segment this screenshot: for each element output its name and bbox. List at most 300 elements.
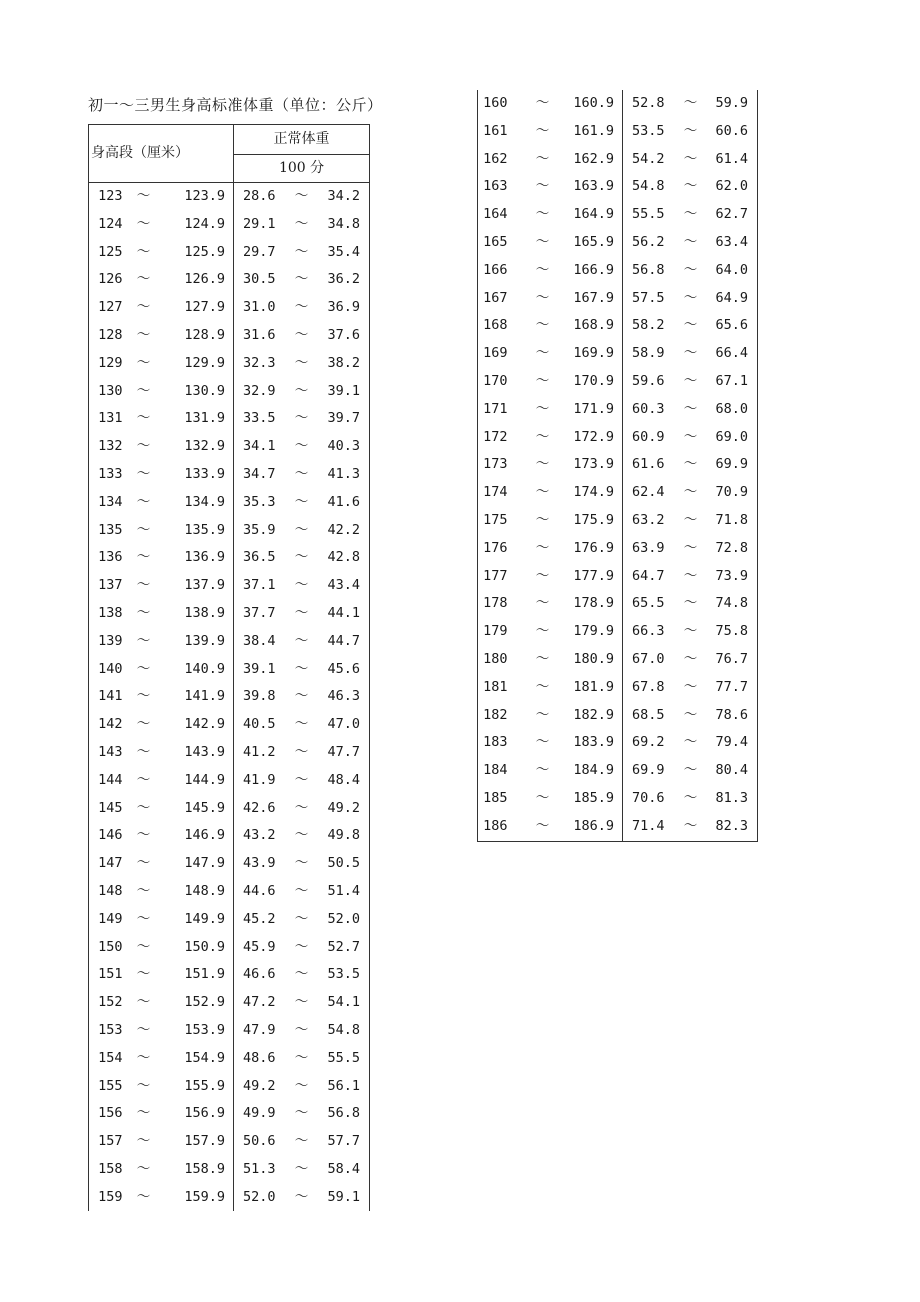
weight-range-separator: ～	[683, 595, 698, 612]
height-min: 176	[478, 535, 518, 563]
height-max: 123.9	[159, 183, 234, 211]
weight-range-separator: ～	[294, 1021, 309, 1038]
height-max: 143.9	[159, 739, 234, 767]
height-min: 145	[89, 795, 129, 823]
height-range-separator: ～	[535, 706, 550, 723]
weight-max: 52.7	[323, 934, 370, 962]
height-max: 140.9	[159, 656, 234, 684]
table-row	[478, 396, 758, 424]
table-row	[89, 433, 370, 461]
weight-max: 59.1	[323, 1184, 370, 1212]
height-max: 127.9	[159, 294, 234, 322]
height-range-separator: ～	[136, 743, 151, 760]
height-max: 159.9	[159, 1184, 234, 1212]
weight-max: 79.4	[712, 729, 758, 757]
height-min: 178	[478, 590, 518, 618]
weight-range-separator: ～	[294, 827, 309, 844]
weight-max: 36.9	[323, 294, 370, 322]
weight-min: 49.9	[243, 1105, 276, 1122]
weight-min: 53.5	[632, 122, 665, 139]
height-min: 126	[89, 266, 129, 294]
height-range-separator: ～	[136, 827, 151, 844]
height-max: 176.9	[568, 535, 623, 563]
weight-min: 47.9	[243, 1021, 276, 1038]
height-min: 131	[89, 405, 129, 433]
weight-min: 37.7	[243, 604, 276, 621]
table-row	[478, 702, 758, 730]
weight-range-separator: ～	[683, 428, 698, 445]
weight-range-separator: ～	[683, 317, 698, 334]
weight-max: 57.7	[323, 1128, 370, 1156]
weight-max: 49.8	[323, 822, 370, 850]
height-min: 142	[89, 711, 129, 739]
height-range-separator: ～	[136, 1133, 151, 1150]
height-range-separator: ～	[535, 650, 550, 667]
weight-range-separator: ～	[683, 456, 698, 473]
weight-max: 41.3	[323, 461, 370, 489]
weight-range-separator: ～	[294, 299, 309, 316]
height-range-separator: ～	[535, 178, 550, 195]
height-range-separator: ～	[535, 456, 550, 473]
height-min: 157	[89, 1128, 129, 1156]
height-max: 162.9	[568, 146, 623, 174]
weight-min: 32.3	[243, 354, 276, 371]
weight-range-separator: ～	[294, 882, 309, 899]
table-row	[478, 674, 758, 702]
weight-min: 49.2	[243, 1077, 276, 1094]
table-body	[478, 90, 758, 841]
weight-min: 54.2	[632, 150, 665, 167]
height-min: 185	[478, 785, 518, 813]
table-row	[89, 211, 370, 239]
weight-max: 82.3	[712, 813, 758, 841]
weight-min: 67.8	[632, 678, 665, 695]
weight-range-separator: ～	[294, 326, 309, 343]
height-range-separator: ～	[535, 678, 550, 695]
weight-range-separator: ～	[294, 688, 309, 705]
weight-max: 44.1	[323, 600, 370, 628]
table-row	[89, 1017, 370, 1045]
weight-max: 45.6	[323, 656, 370, 684]
weight-max: 34.8	[323, 211, 370, 239]
height-min: 136	[89, 544, 129, 572]
weight-range-separator: ～	[294, 243, 309, 260]
weight-min: 31.0	[243, 299, 276, 316]
height-max: 175.9	[568, 507, 623, 535]
weight-range-separator: ～	[294, 438, 309, 455]
height-range-separator: ～	[535, 150, 550, 167]
height-range-separator: ～	[136, 299, 151, 316]
table-row	[478, 451, 758, 479]
score-header: 100 分	[234, 155, 370, 183]
height-range-separator: ～	[136, 882, 151, 899]
height-range-separator: ～	[136, 1049, 151, 1066]
height-range-separator: ～	[136, 465, 151, 482]
weight-max: 53.5	[323, 961, 370, 989]
height-min: 125	[89, 239, 129, 267]
weight-range-separator: ～	[683, 484, 698, 501]
weight-range-separator: ～	[683, 650, 698, 667]
height-range-separator: ～	[136, 577, 151, 594]
height-range-separator: ～	[535, 484, 550, 501]
height-min: 123	[89, 183, 129, 211]
height-min: 164	[478, 201, 518, 229]
weight-max: 63.4	[712, 229, 758, 257]
height-min: 144	[89, 767, 129, 795]
table-row	[89, 989, 370, 1017]
height-max: 163.9	[568, 173, 623, 201]
height-max: 147.9	[159, 850, 234, 878]
weight-min: 47.2	[243, 994, 276, 1011]
height-min: 139	[89, 628, 129, 656]
table-row	[89, 934, 370, 962]
weight-range-separator: ～	[294, 1133, 309, 1150]
height-min: 181	[478, 674, 518, 702]
table-row	[89, 711, 370, 739]
table-row	[478, 285, 758, 313]
height-max: 128.9	[159, 322, 234, 350]
weight-range-separator: ～	[294, 271, 309, 288]
weight-min: 48.6	[243, 1049, 276, 1066]
weight-max: 61.4	[712, 146, 758, 174]
height-min: 133	[89, 461, 129, 489]
height-range-separator: ～	[535, 400, 550, 417]
weight-max: 77.7	[712, 674, 758, 702]
height-max: 179.9	[568, 618, 623, 646]
weight-range-separator: ～	[683, 567, 698, 584]
weight-range-separator: ～	[683, 233, 698, 250]
weight-max: 46.3	[323, 683, 370, 711]
weight-max: 65.6	[712, 312, 758, 340]
height-max: 172.9	[568, 424, 623, 452]
height-min: 172	[478, 424, 518, 452]
weight-range-separator: ～	[294, 743, 309, 760]
height-max: 152.9	[159, 989, 234, 1017]
weight-max: 72.8	[712, 535, 758, 563]
height-range-separator: ～	[535, 762, 550, 779]
height-min: 165	[478, 229, 518, 257]
weight-min: 35.9	[243, 521, 276, 538]
weight-max: 37.6	[323, 322, 370, 350]
weight-min: 62.4	[632, 484, 665, 501]
weight-min: 32.9	[243, 382, 276, 399]
table-row	[89, 822, 370, 850]
weight-max: 73.9	[712, 563, 758, 591]
table-row	[478, 340, 758, 368]
weight-min: 52.8	[632, 95, 665, 111]
height-max: 132.9	[159, 433, 234, 461]
height-max: 150.9	[159, 934, 234, 962]
weight-range-separator: ～	[683, 289, 698, 306]
weight-max: 66.4	[712, 340, 758, 368]
height-min: 169	[478, 340, 518, 368]
height-max: 165.9	[568, 229, 623, 257]
table-row	[478, 257, 758, 285]
height-min: 186	[478, 813, 518, 841]
weight-min: 59.6	[632, 372, 665, 389]
height-max: 168.9	[568, 312, 623, 340]
weight-max: 43.4	[323, 572, 370, 600]
weight-range-separator: ～	[294, 188, 309, 204]
weight-min: 35.3	[243, 493, 276, 510]
height-range-separator: ～	[136, 716, 151, 733]
weight-min: 41.9	[243, 771, 276, 788]
weight-range-separator: ～	[683, 178, 698, 195]
height-range-separator: ～	[136, 688, 151, 705]
weight-range-separator: ～	[683, 122, 698, 139]
height-range-separator: ～	[136, 994, 151, 1011]
height-min: 154	[89, 1045, 129, 1073]
page-title: 初一～三男生身高标准体重（单位：公斤）	[88, 96, 383, 114]
height-range-separator: ～	[136, 215, 151, 232]
height-min: 150	[89, 934, 129, 962]
table-row	[478, 146, 758, 174]
weight-min: 69.2	[632, 734, 665, 751]
weight-min: 39.8	[243, 688, 276, 705]
table-row	[89, 1100, 370, 1128]
height-range-separator: ～	[136, 632, 151, 649]
height-max: 144.9	[159, 767, 234, 795]
weight-range-separator: ～	[294, 493, 309, 510]
weight-range-separator: ～	[670, 813, 712, 841]
table-row	[89, 1128, 370, 1156]
weight-min: 31.6	[243, 326, 276, 343]
height-min: 151	[89, 961, 129, 989]
weight-range-separator: ～	[683, 623, 698, 640]
weight-min: 66.3	[632, 623, 665, 640]
table-row	[89, 878, 370, 906]
height-max: 164.9	[568, 201, 623, 229]
height-range-separator: ～	[136, 771, 151, 788]
weight-range-separator: ～	[294, 855, 309, 872]
table-row	[89, 656, 370, 684]
table-row	[89, 795, 370, 823]
weight-max: 62.7	[712, 201, 758, 229]
weight-min: 33.5	[243, 410, 276, 427]
height-min: 163	[478, 173, 518, 201]
table-row	[89, 378, 370, 406]
weight-min: 65.5	[632, 595, 665, 612]
weight-range-separator: ～	[294, 521, 309, 538]
weight-max: 47.0	[323, 711, 370, 739]
height-min: 146	[89, 822, 129, 850]
table-row	[89, 517, 370, 545]
table-row	[478, 201, 758, 229]
weight-min: 56.8	[632, 261, 665, 278]
table-row	[89, 628, 370, 656]
weight-min: 46.6	[243, 966, 276, 983]
height-min: 149	[89, 906, 129, 934]
weight-max: 54.1	[323, 989, 370, 1017]
weight-max: 49.2	[323, 795, 370, 823]
height-min: 127	[89, 294, 129, 322]
weight-min: 63.9	[632, 539, 665, 556]
height-range-separator: ～	[136, 855, 151, 872]
weight-max: 40.3	[323, 433, 370, 461]
height-max: 137.9	[159, 572, 234, 600]
header-row	[89, 125, 370, 155]
table-row	[478, 90, 758, 118]
height-min: 141	[89, 683, 129, 711]
height-max: 169.9	[568, 340, 623, 368]
height-min: 135	[89, 517, 129, 545]
height-max: 139.9	[159, 628, 234, 656]
height-max: 183.9	[568, 729, 623, 757]
weight-max: 56.1	[323, 1073, 370, 1101]
weight-max: 58.4	[323, 1156, 370, 1184]
height-max: 156.9	[159, 1100, 234, 1128]
height-range-separator: ～	[136, 410, 151, 427]
weight-min: 38.4	[243, 632, 276, 649]
height-min: 166	[478, 257, 518, 285]
weight-max: 36.2	[323, 266, 370, 294]
weight-range-separator: ～	[683, 539, 698, 556]
table-row	[89, 683, 370, 711]
table-row	[89, 767, 370, 795]
weight-max: 34.2	[323, 183, 370, 211]
height-range-separator: ～	[136, 604, 151, 621]
height-range-separator: ～	[136, 1188, 151, 1205]
weight-range-separator: ～	[294, 354, 309, 371]
weight-range-separator: ～	[683, 206, 698, 223]
height-max: 180.9	[568, 646, 623, 674]
height-range-separator: ～	[535, 428, 550, 445]
weight-max: 51.4	[323, 878, 370, 906]
height-min: 138	[89, 600, 129, 628]
height-min: 155	[89, 1073, 129, 1101]
weight-range-separator: ～	[294, 716, 309, 733]
height-max: 146.9	[159, 822, 234, 850]
weight-min: 60.3	[632, 400, 665, 417]
table-row	[89, 1045, 370, 1073]
weight-range-separator: ～	[683, 789, 698, 806]
height-range-separator: ～	[136, 521, 151, 538]
height-range-separator: ～	[535, 539, 550, 556]
table-body	[89, 183, 370, 1212]
weight-min: 30.5	[243, 271, 276, 288]
height-max: 166.9	[568, 257, 623, 285]
weight-range-separator: ～	[294, 1049, 309, 1066]
table-row	[478, 757, 758, 785]
height-range-separator: ～	[535, 233, 550, 250]
height-min: 124	[89, 211, 129, 239]
weight-range-separator: ～	[683, 400, 698, 417]
height-min: 158	[89, 1156, 129, 1184]
weight-max: 76.7	[712, 646, 758, 674]
weight-max: 39.7	[323, 405, 370, 433]
height-range-separator: ～	[136, 382, 151, 399]
weight-max: 56.8	[323, 1100, 370, 1128]
weight-max: 55.5	[323, 1045, 370, 1073]
weight-range-separator: ～	[294, 1077, 309, 1094]
height-range-separator: ～	[136, 660, 151, 677]
table-row	[89, 1073, 370, 1101]
weight-range-separator: ～	[294, 966, 309, 983]
height-min: 160	[478, 90, 518, 118]
weight-max: 60.6	[712, 118, 758, 146]
weight-range-separator: ～	[294, 1105, 309, 1122]
height-max: 182.9	[568, 702, 623, 730]
height-max: 141.9	[159, 683, 234, 711]
height-min: 159	[89, 1184, 129, 1212]
weight-min: 42.6	[243, 799, 276, 816]
weight-min: 45.2	[243, 910, 276, 927]
weight-min: 50.6	[243, 1133, 276, 1150]
weight-range-separator: ～	[294, 577, 309, 594]
table-row	[89, 461, 370, 489]
weight-max: 71.8	[712, 507, 758, 535]
weight-range-separator: ～	[294, 1188, 309, 1205]
weight-range-separator: ～	[294, 215, 309, 232]
weight-min: 58.2	[632, 317, 665, 334]
height-range-separator: ～	[535, 206, 550, 223]
height-range-separator: ～	[535, 595, 550, 612]
weight-max: 38.2	[323, 350, 370, 378]
table-row	[478, 618, 758, 646]
height-max: 129.9	[159, 350, 234, 378]
height-min: 173	[478, 451, 518, 479]
height-min: 167	[478, 285, 518, 313]
height-range-separator: ～	[136, 549, 151, 566]
table-row	[478, 118, 758, 146]
weight-range-separator: ～	[294, 994, 309, 1011]
weight-min: 52.0	[243, 1188, 276, 1205]
weight-min: 68.5	[632, 706, 665, 723]
weight-range-separator: ～	[683, 261, 698, 278]
table-row	[89, 322, 370, 350]
weight-max: 39.1	[323, 378, 370, 406]
height-range-separator: ～	[535, 511, 550, 528]
weight-max: 47.7	[323, 739, 370, 767]
height-range-separator: ～	[136, 799, 151, 816]
height-max: 142.9	[159, 711, 234, 739]
table-row	[478, 479, 758, 507]
weight-min: 34.1	[243, 438, 276, 455]
weight-min: 44.6	[243, 882, 276, 899]
height-range-separator: ～	[136, 493, 151, 510]
height-range-separator: ～	[136, 243, 151, 260]
weight-range-separator: ～	[294, 549, 309, 566]
weight-table-left	[88, 124, 370, 1211]
table-row	[478, 590, 758, 618]
weight-max: 62.0	[712, 173, 758, 201]
height-range-separator: ～	[136, 188, 151, 204]
height-max: 170.9	[568, 368, 623, 396]
height-min: 161	[478, 118, 518, 146]
table-row	[89, 405, 370, 433]
weight-min: 70.6	[632, 789, 665, 806]
weight-range-separator: ～	[294, 771, 309, 788]
weight-table-right	[477, 90, 758, 842]
weight-range-separator: ～	[683, 95, 698, 111]
height-range-separator: ～	[535, 567, 550, 584]
height-range-separator: ～	[136, 354, 151, 371]
table-row	[89, 183, 370, 211]
height-max: 133.9	[159, 461, 234, 489]
weight-min: 29.7	[243, 243, 276, 260]
height-min: 184	[478, 757, 518, 785]
height-max: 124.9	[159, 211, 234, 239]
height-min: 152	[89, 989, 129, 1017]
height-range-separator: ～	[518, 813, 568, 841]
height-max: 178.9	[568, 590, 623, 618]
height-min: 168	[478, 312, 518, 340]
table-row	[89, 544, 370, 572]
weight-min: 60.9	[632, 428, 665, 445]
weight-max: 54.8	[323, 1017, 370, 1045]
table-row	[478, 563, 758, 591]
weight-range-separator: ～	[683, 678, 698, 695]
